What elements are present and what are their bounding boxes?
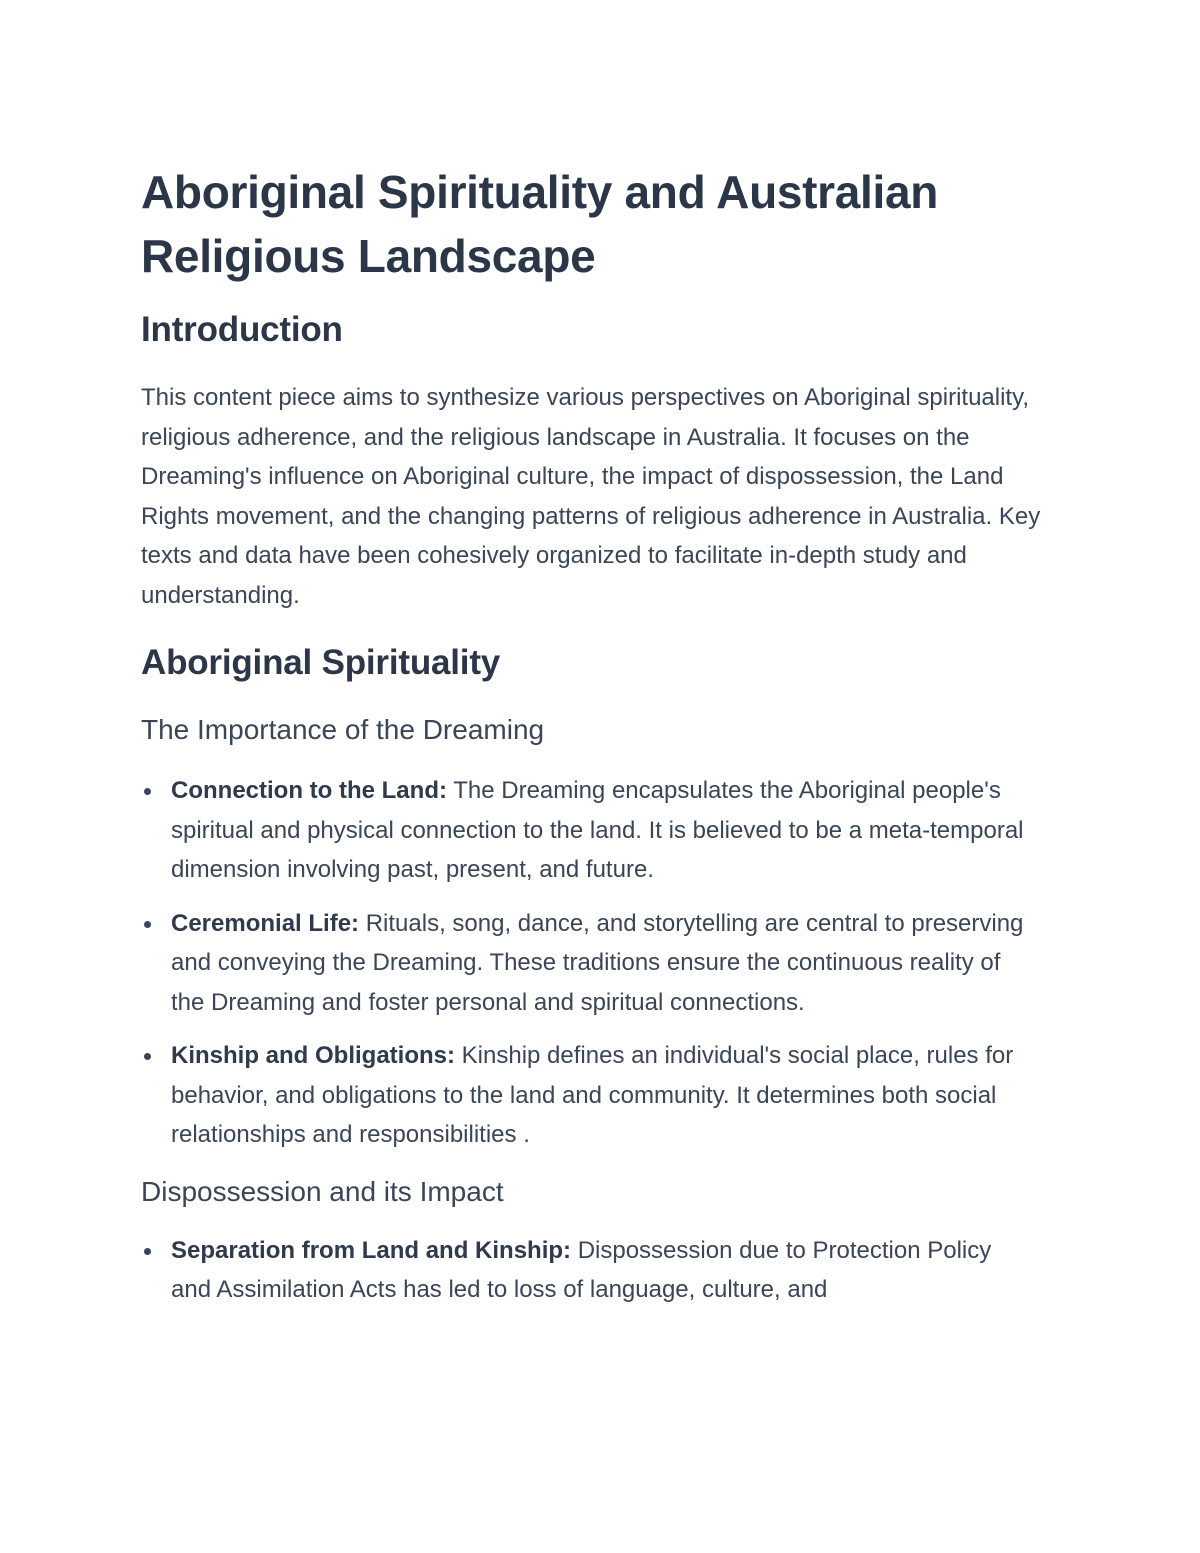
list-item-term: Separation from Land and Kinship bbox=[171, 1236, 564, 1264]
section-heading-introduction: Introduction bbox=[141, 310, 343, 349]
bullet-icon bbox=[144, 1053, 151, 1060]
subsection-heading-dispossession: Dispossession and its Impact bbox=[141, 1175, 504, 1207]
bullet-icon bbox=[144, 1248, 151, 1255]
list-item-text: Kinship defines an individual's social place, rules for behavior, and obligations to the land and community. It determines both social relationships and responsibilities . bbox=[171, 1042, 1014, 1148]
document-title: Aboriginal Spirituality and Australian Religious Landscape bbox=[141, 166, 939, 282]
list-item-text: Dispossession due to Protection Policy and Assimilation Acts has led to loss of language, culture, and bbox=[171, 1236, 992, 1303]
section-heading-aboriginal-spirituality: Aboriginal Spirituality bbox=[141, 643, 501, 682]
list-item-term: Ceremonial Life bbox=[171, 909, 352, 937]
list-item bbox=[141, 1231, 1031, 1310]
list-item bbox=[141, 1036, 1031, 1155]
dreaming-list bbox=[141, 771, 1031, 1155]
list-item-separator: : bbox=[563, 1236, 572, 1264]
list-item-text: The Dreaming encapsulates the Aboriginal people's spiritual and physical connection to the land. It is believed to be a meta-temporal dimension involving past, present, and future. bbox=[171, 777, 1024, 883]
list-item bbox=[141, 771, 1031, 890]
subsection-heading-dreaming: The Importance of the Dreaming bbox=[141, 714, 545, 745]
list-item-separator: : bbox=[447, 1042, 455, 1069]
list-item-term: Kinship and Obligations bbox=[171, 1042, 447, 1069]
bullet-icon bbox=[144, 921, 151, 928]
list-item-term: Connection to the Land bbox=[171, 777, 439, 804]
bullet-icon bbox=[144, 788, 151, 795]
list-item-separator: : bbox=[438, 777, 447, 804]
list-item-separator: : bbox=[351, 909, 360, 937]
list-item bbox=[141, 904, 1031, 1023]
document-page bbox=[141, 160, 1051, 1310]
introduction-paragraph: This content piece aims to synthesize various perspectives on Aboriginal spirituality, religious adherence, and the religious landscape in Australia. It focuses on the Dreaming's influence on Aboriginal culture, the impact of dispossession, the Land Rights movement, and the changing patterns of religious adherence in Australia. Key texts and data have been cohesively organized to facilitate in-depth study and understanding. bbox=[141, 384, 1041, 609]
dispossession-list bbox=[141, 1231, 1031, 1310]
list-item-text: Rituals, song, dance, and storytelling are central to preserving and conveying the Dreaming. These traditions ensure the continuous reality of the Dreaming and foster personal and spiritual connections. bbox=[171, 909, 1024, 1016]
